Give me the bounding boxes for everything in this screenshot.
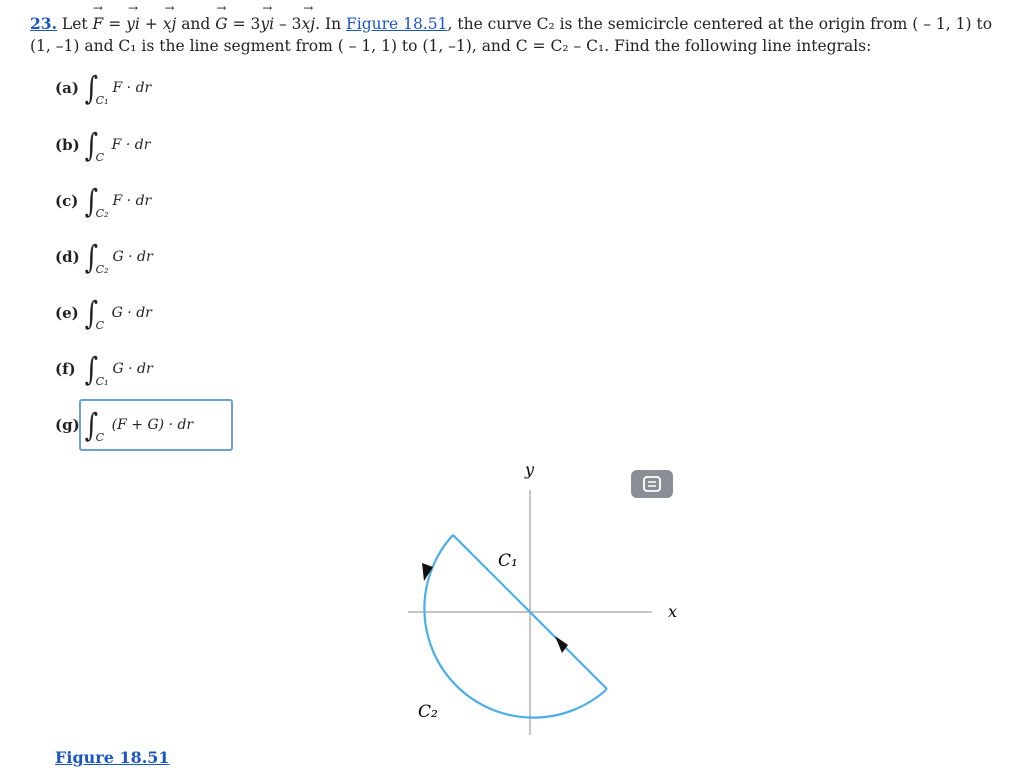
part-a bbox=[55, 68, 151, 108]
integrand: F · dr bbox=[112, 193, 152, 209]
integrand: (F + G) · dr bbox=[111, 417, 194, 433]
problem-number[interactable]: 23. bbox=[30, 14, 57, 33]
part-label: (d) bbox=[55, 248, 80, 266]
part-c bbox=[55, 181, 151, 221]
integrand: F · dr bbox=[112, 80, 152, 96]
part-label: (c) bbox=[55, 192, 79, 210]
integral-sign: ∫ bbox=[84, 238, 99, 276]
problem-statement: 23. Let → F = → yi + → xj and → G = 3→ yi – 3→ xj. In Figure 18.51, the curve C₂ is the semicircle centered at the origin from ( – 1, 1) to (1, –1) and C₁ is the line segment from ( – 1, 1) to (1, –1), and C = C₂ – C₁. Find the following line integrals: bbox=[30, 13, 1010, 57]
part-e bbox=[55, 293, 152, 333]
figure-18-51 bbox=[400, 455, 700, 745]
integral-subscript: C₁ bbox=[95, 374, 109, 388]
c1-arrow bbox=[555, 636, 568, 653]
integral-subscript: C₂ bbox=[95, 206, 109, 220]
part-label: (a) bbox=[55, 79, 79, 97]
part-label: (b) bbox=[55, 136, 80, 154]
integral-subscript: C₁ bbox=[95, 93, 109, 107]
part-b bbox=[55, 125, 150, 165]
integral-subscript: C bbox=[95, 150, 105, 164]
integral-sign: ∫ bbox=[84, 126, 99, 164]
part-label: (f) bbox=[55, 360, 76, 378]
integral-subscript: C₂ bbox=[95, 262, 109, 276]
x-axis-label: x bbox=[668, 602, 678, 621]
integrand: F · dr bbox=[111, 137, 151, 153]
figure-link[interactable]: Figure 18.51 bbox=[346, 15, 448, 33]
integral-subscript: C bbox=[95, 318, 105, 332]
integral-subscript: C bbox=[95, 430, 105, 444]
integrand: G · dr bbox=[112, 249, 153, 265]
integrand: G · dr bbox=[112, 361, 153, 377]
integral-sign: ∫ bbox=[84, 350, 99, 388]
part-label: (g) bbox=[55, 416, 80, 434]
c1-label: C₁ bbox=[498, 551, 518, 571]
y-axis-label: y bbox=[525, 460, 535, 479]
integral-sign: ∫ bbox=[84, 406, 99, 444]
problem-line-2: (1, –1) and C₁ is the line segment from ( – 1, 1) to (1, –1), and C = C₂ – C₁. Find the following line integrals: bbox=[30, 37, 872, 55]
figure-caption[interactable]: Figure 18.51 bbox=[55, 748, 170, 767]
part-label: (e) bbox=[55, 304, 79, 322]
integral-sign: ∫ bbox=[84, 69, 99, 107]
part-f bbox=[55, 349, 153, 389]
answer-highlight-box bbox=[79, 399, 233, 451]
c2-label: C₂ bbox=[418, 702, 438, 722]
integral-sign: ∫ bbox=[84, 294, 99, 332]
part-d bbox=[55, 237, 153, 277]
integrand: G · dr bbox=[111, 305, 152, 321]
integral-sign: ∫ bbox=[84, 182, 99, 220]
